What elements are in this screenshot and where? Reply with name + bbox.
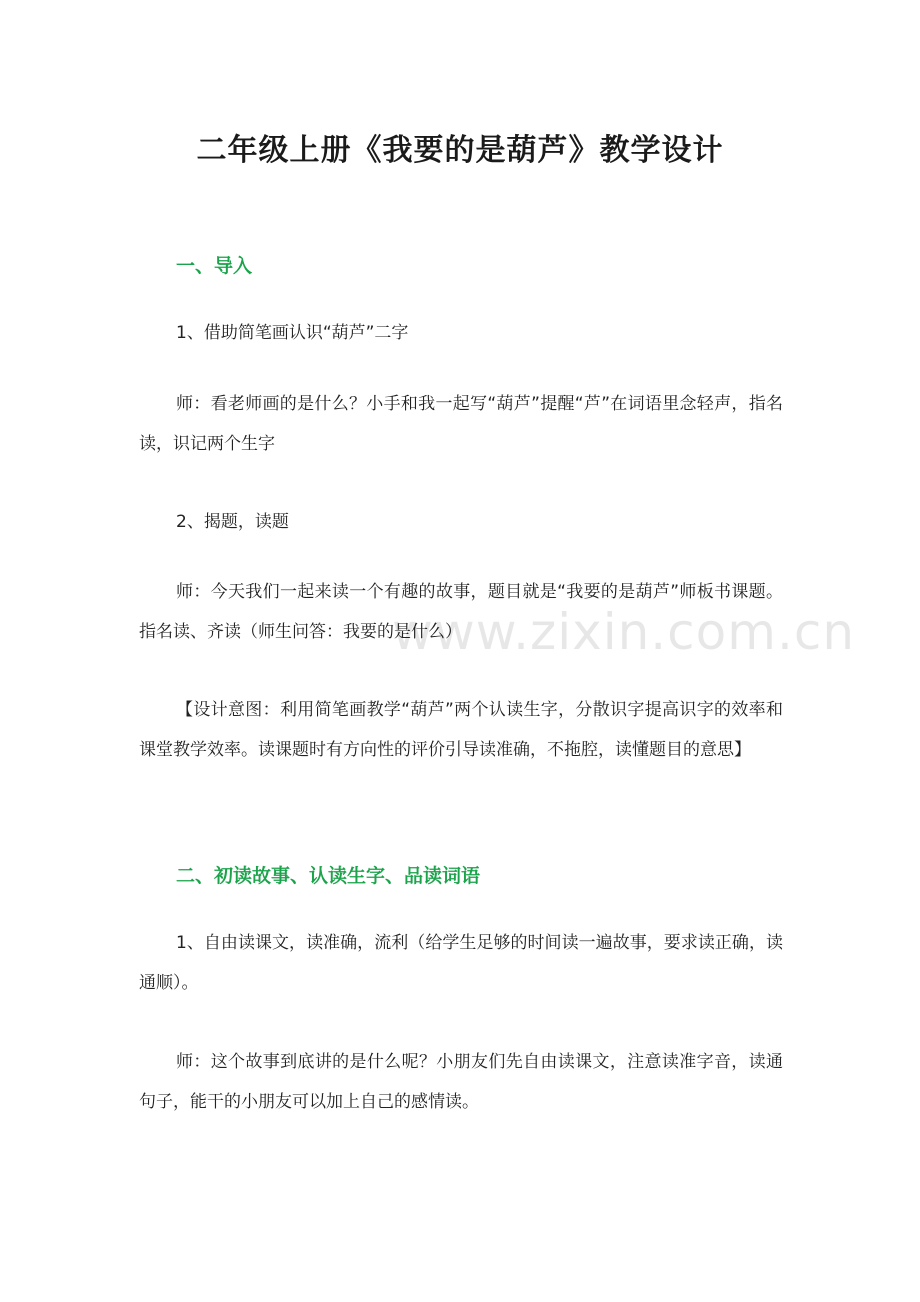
section-heading-intro: 一、导入 <box>176 255 253 277</box>
document-title: 二年级上册《我要的是葫芦》教学设计 <box>196 133 724 168</box>
paragraph: 师：看老师画的是什么？小手和我一起写“葫芦”提醒“芦”在词语里念轻声，指名读，识记两个生字 <box>139 394 783 454</box>
paragraph: 2、揭题，读题 <box>176 512 289 532</box>
paragraph: 师：这个故事到底讲的是什么呢？小朋友们先自由读课文，注意读准字音，读通句子，能干的小朋友可以加上自己的感情读。 <box>139 1052 783 1112</box>
paragraph: 1、借助简笔画认识“葫芦”二字 <box>176 323 409 343</box>
section-heading-first-reading: 二、初读故事、认读生字、品读词语 <box>176 865 481 887</box>
design-intent-note: 【设计意图：利用简笔画教学“葫芦”两个认读生字，分散识字提高识字的效率和课堂教学效率。读课题时有方向性的评价引导读准确，不拖腔，读懂题目的意思】 <box>139 700 783 760</box>
paragraph: 师：今天我们一起来读一个有趣的故事，题目就是“我要的是葫芦”师板书课题。指名读、齐读（师生问答：我要的是什么） <box>139 582 783 642</box>
paragraph: 1、自由读课文，读准确，流利（给学生足够的时间读一遍故事，要求读正确，读通顺）。 <box>139 933 783 993</box>
watermark: www.zixin.com.cn <box>392 603 856 661</box>
